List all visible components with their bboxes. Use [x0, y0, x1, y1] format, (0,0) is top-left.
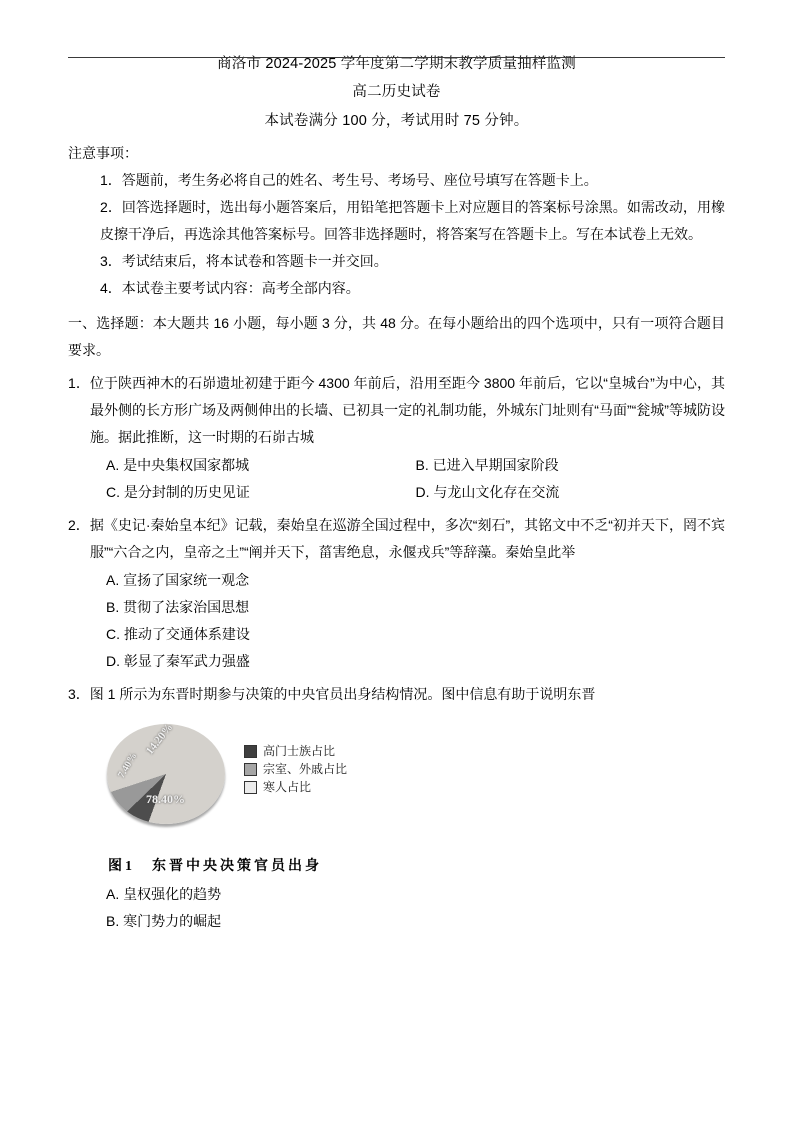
- question-2-stem: [68, 512, 725, 566]
- legend-label: 宗室、外戚占比: [263, 761, 348, 776]
- option-row: [106, 479, 725, 506]
- legend-swatch-icon: [244, 745, 257, 758]
- option-a[interactable]: A. 是中央集权国家都城: [106, 457, 250, 473]
- notice-item: 3．考试结束后，将本试卷和答题卡一并交回。: [100, 253, 388, 269]
- question-3: [68, 681, 725, 935]
- question-3-stem: [68, 681, 725, 708]
- option-b[interactable]: B. 已进入早期国家阶段: [415, 457, 559, 473]
- notice-heading: 注意事项：: [68, 145, 138, 161]
- option-row: [106, 452, 725, 479]
- subject-title: 高二历史试卷: [352, 84, 441, 100]
- legend-label: 高门士族占比: [263, 743, 336, 758]
- pie-slice-label-gentry: 78.40%: [146, 792, 185, 806]
- question-1-text: 位于陕西神木的石峁遗址初建于距今 4300 年前后，沿用至距今 3800 年前后，它以“皇城台”为中心，其最外侧的长方形广场及两侧伸出的长墙、已初具一定的礼制功能，外城东门址则有“马面”“瓮城”等城防设施。据此推断，这一时期的石峁古城: [89, 375, 725, 445]
- pie-chart: [94, 714, 424, 849]
- question-3-number: 3．: [68, 686, 90, 702]
- pie-slice-label-humble: 7.40%: [116, 750, 140, 781]
- question-1-number: 1．: [68, 375, 90, 391]
- option-d[interactable]: D. 彰显了秦军武力强盛: [106, 653, 250, 669]
- exam-info: 本试卷满分 100 分，考试用时 75 分钟。: [264, 113, 529, 129]
- figure-1: [94, 714, 424, 880]
- question-2-number: 2．: [68, 517, 90, 533]
- option-b[interactable]: B. 贯彻了法家治国思想: [106, 599, 250, 615]
- pie-holder: [102, 716, 242, 846]
- option-b[interactable]: B. 寒门势力的崛起: [106, 913, 222, 929]
- option-a[interactable]: A. 宣扬了国家统一观念: [106, 572, 250, 588]
- legend-swatch-icon: [244, 763, 257, 776]
- question-1-options: [106, 452, 725, 506]
- legend-label: 寒人占比: [263, 779, 312, 794]
- chart-legend: [244, 742, 347, 796]
- page-content: [68, 0, 725, 935]
- question-3-text: 图 1 所示为东晋时期参与决策的中央官员出身结构情况。图中信息有助于说明东晋: [89, 686, 596, 702]
- question-2-text: 据《史记·秦始皇本纪》记载，秦始皇在巡游全国过程中，多次“刻石”，其铭文中不乏“初并天下，罔不宾服”“六合之内，皇帝之土”“阐并天下，菑害绝息，永偃戎兵”等辞藻。秦始皇此举: [89, 517, 725, 560]
- question-3-options: [106, 881, 725, 935]
- question-1: [68, 370, 725, 506]
- notice-item: 1．答题前，考生务必将自己的姓名、考生号、考场号、座位号填写在答题卡上。: [100, 172, 598, 188]
- question-1-stem: [68, 370, 725, 451]
- notice-item: 4．本试卷主要考试内容：高考全部内容。: [100, 280, 360, 296]
- notice-item: 2．回答选择题时，选出每小题答案后，用铅笔把答题卡上对应题目的答案标号涂黑。如需改动，用橡皮擦干净后，再选涂其他答案标号。回答非选择题时，将答案写在答题卡上。写在本试卷上无效。: [100, 199, 725, 242]
- option-d[interactable]: D. 与龙山文化存在交流: [415, 484, 560, 500]
- question-2-options: [106, 567, 725, 675]
- option-a[interactable]: A. 皇权强化的趋势: [106, 886, 222, 902]
- header-rule: [68, 57, 725, 58]
- option-c[interactable]: C. 是分封制的历史见证: [106, 484, 250, 500]
- pie-slice-label-elite: 14.20%: [143, 721, 176, 757]
- figure-caption: 图1 东晋中央决策官员出身: [108, 859, 322, 874]
- question-2: [68, 512, 725, 675]
- option-c[interactable]: C. 推动了交通体系建设: [106, 626, 250, 642]
- section-heading: 一、选择题：本大题共 16 小题，每小题 3 分，共 48 分。在每小题给出的四个选项中，只有一项符合题目要求。: [68, 315, 725, 358]
- page-title: 商洛市 2024-2025 学年度第二学期末教学质量抽样监测: [217, 56, 576, 72]
- legend-swatch-icon: [244, 781, 257, 794]
